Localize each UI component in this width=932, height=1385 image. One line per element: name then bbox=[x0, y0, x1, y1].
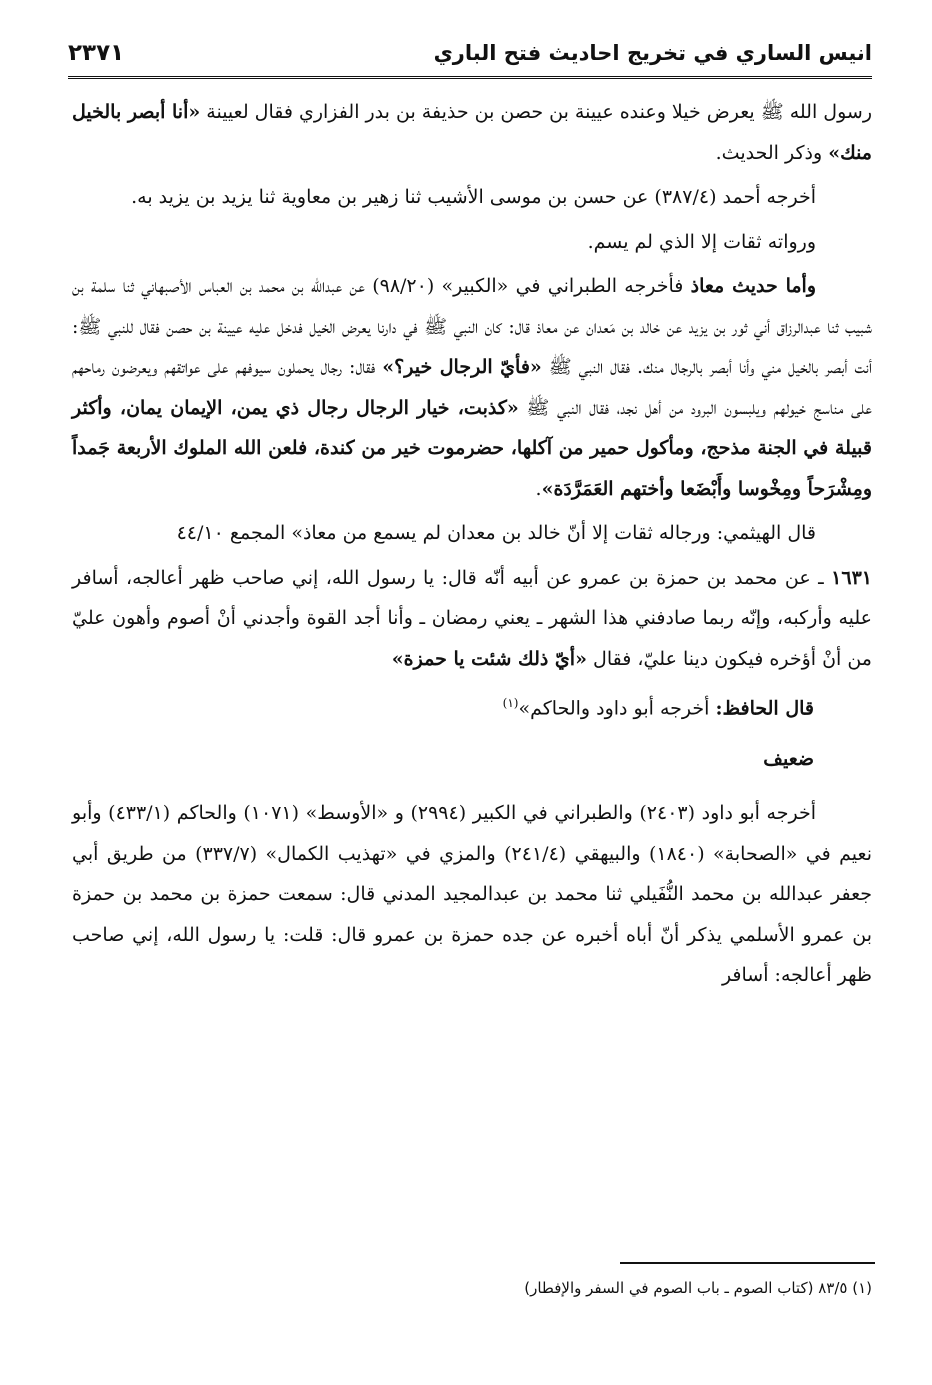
text-run: فأخرجه الطبراني في «الكبير» (٩٨/٢٠) عن عبدالله بن محمد بن العباس الأصبهاني ثنا سلمة بن شبيب ثنا عبدالرزاق أني ثور بن يزيد عن خالد بن مَعدان عن معاذ قال: كان النبي ﷺ في دارنا يعرض الخيل فدخل عليه عيينة بن حصن فقال للنبي ﷺ: أنت أبصر بالخيل مني وأنا أبصر بالرجال منك. فقال النبي ﷺ bbox=[72, 275, 872, 378]
running-header bbox=[68, 30, 872, 79]
section-lead: وأما حديث معاذ bbox=[690, 275, 816, 297]
paragraph-4 bbox=[72, 266, 872, 509]
text-run: أخرجه أبو داود والحاكم» bbox=[518, 697, 716, 720]
footnote-ref[interactable]: (١) bbox=[502, 696, 519, 710]
hadith-quote: «أنا أبصر بالخيل منك» bbox=[71, 101, 872, 164]
hadith-quote: «كذبت، خيار الرجال رجال ذي يمن، الإيمان يمان، وأكثر قبيلة في الجنة مذحج، ومأكول حمير من آكلها، حضرموت خير من كندة، فلعن الله الملوك الأربعة جَمداً ومِشْرَحاً ومِخْوسا وأَبْضَعا وأختهم العَمَرَّدَة» bbox=[72, 396, 872, 500]
paragraph-3: ورواته ثقات إلا الذي لم يسم. bbox=[587, 230, 816, 253]
text-run: . bbox=[535, 477, 542, 500]
hadith-entry bbox=[72, 558, 872, 680]
text-run: ـ عن محمد بن حمزة بن عمرو عن أبيه أنّه قال: يا رسول الله، إني صاحب ظهر أعالجه، أسافر عليه وأركبه، وإنّه ربما صادفني هذا الشهر ـ يعني رمضان ـ وأنا أجد القوة وأجدني أنْ أصوم وأهون عليّ من أنْ أؤخره فيكون دينا عليّ، فقال bbox=[72, 566, 872, 670]
text-run: فقال: رجال يحملون سيوفهم على عواتقهم ويعرضون رماحهم على مناسج خيولهم ويلبسون البرود من أهل نجد، فقال النبي ﷺ bbox=[72, 356, 872, 419]
paragraph-5: قال الهيثمي: ورجاله ثقات إلا أنّ خالد بن معدان لم يسمع من معاذ» المجمع ٤٤/١٠ bbox=[176, 522, 816, 544]
grade-heading: ضعيف bbox=[763, 747, 814, 770]
main-text bbox=[72, 92, 872, 1000]
paragraph-2: أخرجه أحمد (٣٨٧/٤) عن حسن بن موسى الأشيب ثنا زهير بن معاوية ثنا يزيد بن يزيد به. bbox=[131, 186, 816, 208]
footnote-separator bbox=[620, 1262, 875, 1264]
hadith-quote: «فأيّ الرجال خير؟» bbox=[382, 356, 542, 378]
paragraph-1 bbox=[72, 92, 872, 173]
hadith-quote: «أيّ ذلك شئت يا حمزة» bbox=[391, 647, 587, 670]
text-run: وذكر الحديث. bbox=[715, 141, 829, 164]
text-run: رسول الله ﷺ يعرض خيلا وعنده عيينة بن حصن بن حذيفة بن بدر الفزاري فقال لعيينة bbox=[200, 101, 872, 123]
paragraph-6: أخرجه أبو داود (٢٤٠٣) والطبراني في الكبير (٢٩٩٤) و «الأوسط» (١٠٧١) والحاكم (٤٣٣/١) وأبو نعيم في «الصحابة» (١٨٤٠) والبيهقي (٢٤١/٤) والمزي في «تهذيب الكمال» (٣٣٧/٧) من طريق أبي جعفر عبدالله بن محمد النُّفَيلي ثنا محمد بن عبدالمجيد المدني قال: سمعت حمزة بن محمد بن حمزة بن عمرو الأسلمي يذكر أنّ أباه أخبره عن جده حمزة بن عمرو قال: قلت: يا رسول الله، إني صاحب ظهر أعالجه: أسافر bbox=[72, 802, 872, 987]
hafiz-statement bbox=[72, 683, 872, 729]
hadith-number: ١٦٣١ bbox=[831, 566, 872, 589]
page-number: ٢٣٧١ bbox=[68, 40, 125, 66]
hafiz-label: قال الحافظ: bbox=[715, 697, 814, 720]
footnote: (١) ٨٣/٥ (كتاب الصوم ـ باب الصوم في السفر والإفطار) bbox=[524, 1279, 872, 1297]
book-title: انيس الساري في تخريج احاديث فتح الباري bbox=[433, 41, 872, 65]
